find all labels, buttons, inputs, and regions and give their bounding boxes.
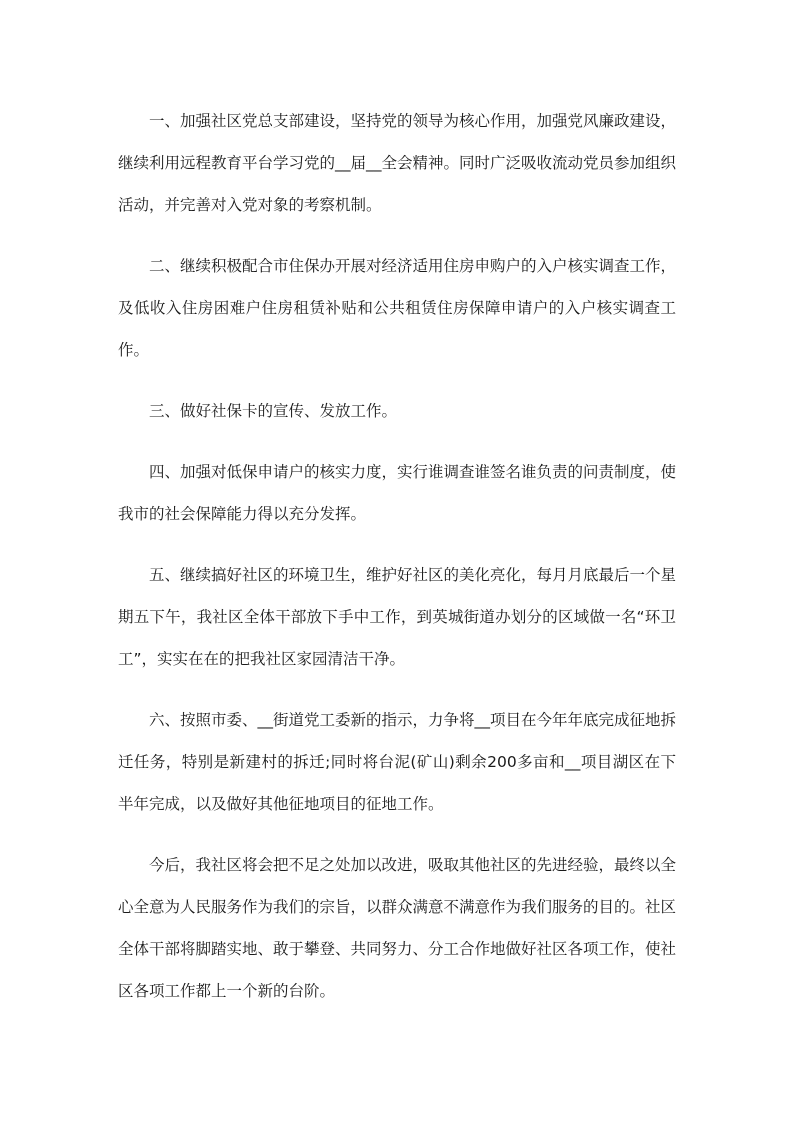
paragraph-5: 五、继续搞好社区的环境卫生，维护好社区的美化亮化，每月月底最后一个星期五下午，我社区全体干部放下手中工作，到英城街道办划分的区域做一名“环卫工”，实实在在的把我社区家园清洁干净。 xyxy=(118,566,677,668)
paragraph-2: 二、继续积极配合市住保办开展对经济适用住房申购户的入户核实调查工作，及低收入住房困难户住房租赁补贴和公共租赁住房保障申请户的入户核实调查工作。 xyxy=(118,257,677,359)
paragraph-1: 一、加强社区党总支部建设，坚持党的领导为核心作用，加强党风廉政建设，继续利用远程教育平台学习党的__届__全会精神。同时广泛吸收流动党员参加组织活动，并完善对入党对象的考察机制。 xyxy=(118,112,677,214)
paragraph-4: 四、加强对低保申请户的核实力度，实行谁调查谁签名谁负责的问责制度，使我市的社会保障能力得以充分发挥。 xyxy=(118,463,677,523)
paragraph-3: 三、做好社保卡的宣传、发放工作。 xyxy=(149,402,398,420)
document-body xyxy=(118,100,676,1012)
paragraph-6: 六、按照市委、__街道党工委新的指示，力争将__项目在今年年底完成征地拆迁任务，特别是新建村的拆迁;同时将台泥(矿山)剩余200多亩和__项目湖区在下半年完成，以及做好其他征地项目的征地工作。 xyxy=(118,711,677,813)
paragraph-7: 今后，我社区将会把不足之处加以改进，吸取其他社区的先进经验，最终以全心全意为人民服务作为我们的宗旨，以群众满意不满意作为我们服务的目的。社区全体干部将脚踏实地、敢于攀登、共同努力、分工合作地做好社区各项工作，使社区各项工作都上一个新的台阶。 xyxy=(118,856,677,1000)
